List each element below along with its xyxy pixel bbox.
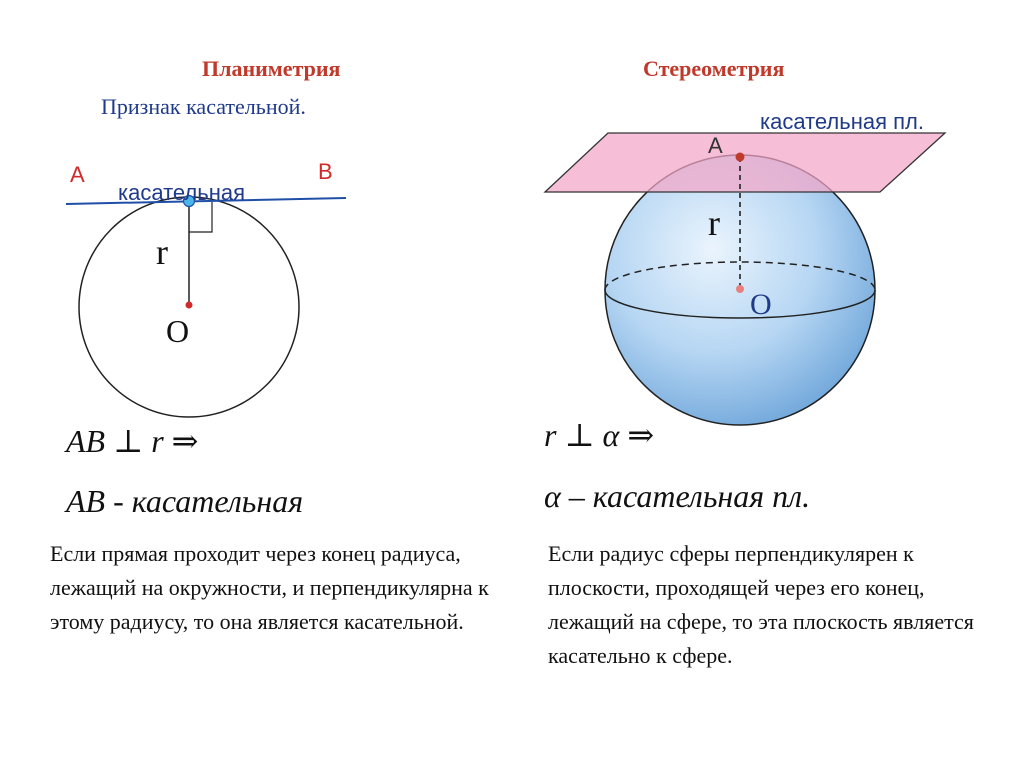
sphere-tangent-point <box>736 153 745 162</box>
tangent-label: касательная <box>118 180 246 205</box>
formula-ab: AB <box>66 423 106 459</box>
sphere-point-a-label: A <box>708 133 723 158</box>
planimetry-description: Если прямая проходит через конец радиуса, лежащий на окружности, и перпендикулярна к этому радиусу, то она является касательной. <box>50 541 489 634</box>
right-formula <box>544 416 654 454</box>
center-label: O <box>166 313 190 349</box>
stereometry-heading: Стереометрия <box>643 56 785 81</box>
formula-alpha: α <box>602 417 620 453</box>
center-point <box>186 302 193 309</box>
right-conclusion: α – касательная пл. <box>544 478 811 514</box>
radius-label: r <box>156 232 168 272</box>
implies-symbol: ⇒ <box>627 417 655 453</box>
point-b-label: B <box>318 159 333 184</box>
point-a-label: A <box>70 162 85 187</box>
left-formula <box>66 422 198 460</box>
stereometry-figure <box>545 133 945 425</box>
tangent-plane-label: касательная пл. <box>760 109 925 134</box>
stereometry-description: Если радиус сферы перпендикулярен к плоскости, проходящей через его конец, лежащий на сфере, то эта плоскость является касательно к сфере. <box>548 541 974 668</box>
tangent-plane <box>545 133 945 192</box>
perpendicular-symbol: ⊥ <box>564 417 595 453</box>
planimetry-heading: Планиметрия <box>202 56 341 81</box>
perpendicular-symbol: ⊥ <box>113 423 144 459</box>
tangent-criterion-subheading: Признак касательной. <box>101 94 306 119</box>
planimetry-figure <box>66 196 346 418</box>
left-conclusion: AB - касательная <box>66 483 304 519</box>
implies-symbol: ⇒ <box>171 423 199 459</box>
formula-r: r <box>151 423 164 459</box>
right-angle-mark <box>189 202 212 232</box>
sphere-center-point <box>736 285 744 293</box>
formula-r: r <box>544 417 557 453</box>
sphere-radius-label: r <box>708 203 720 243</box>
sphere-center-label: O <box>750 288 772 321</box>
